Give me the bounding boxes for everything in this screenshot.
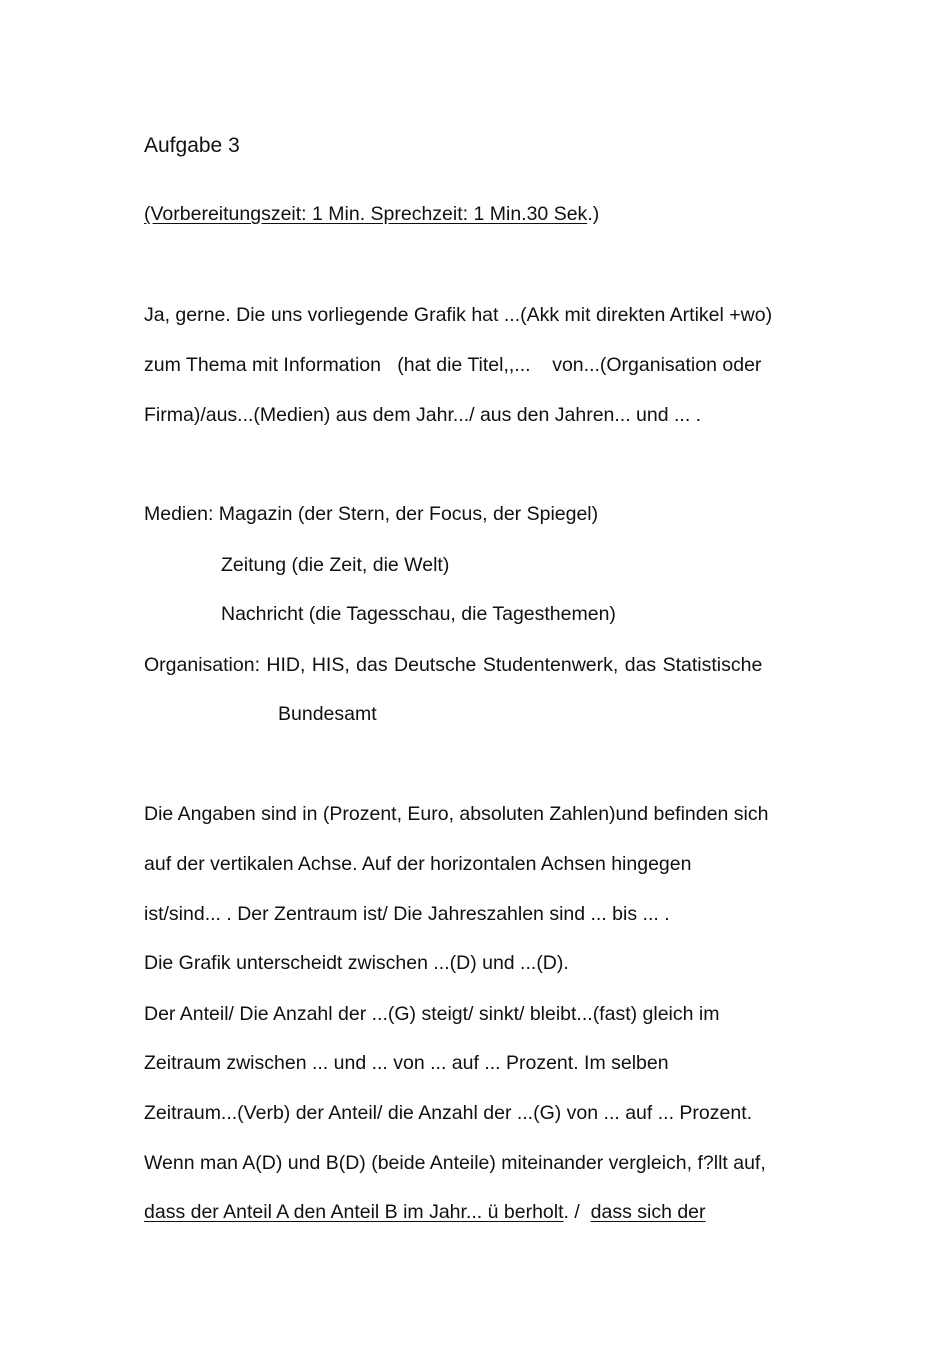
anteil-line-1: Der Anteil/ Die Anzahl der ...(G) steigt/ sinkt/ bleibt...(fast) gleich im — [144, 1003, 720, 1025]
last-underlined-b: dass sich der — [590, 1201, 706, 1223]
unterscheidet-line: Die Grafik unterscheidt zwischen ...(D) und ...(D). — [144, 952, 569, 974]
zeitung-line: Zeitung (die Zeit, die Welt) — [221, 554, 450, 576]
timing-underlined: (Vorbereitungszeit: 1 Min. Sprechzeit: 1 Min.30 Sek — [144, 203, 588, 225]
anteil-line-2: Zeitraum zwischen ... und ... von ... auf ... Prozent. Im selben — [144, 1052, 669, 1074]
zeitraum-line: ist/sind... . Der Zentraum ist/ Die Jahreszahlen sind ... bis ... . — [144, 903, 670, 925]
vergleich-line: Wenn man A(D) und B(D) (beide Anteile) miteinander vergleich, f?llt auf, — [144, 1152, 766, 1174]
last-underlined-a: dass der Anteil A den Anteil B im Jahr... ü berholt — [144, 1201, 564, 1223]
timing-line — [144, 202, 599, 226]
angaben-line: Die Angaben sind in (Prozent, Euro, absoluten Zahlen)und befinden sich — [144, 803, 769, 825]
timing-tail: .) — [587, 203, 600, 225]
achse-line: auf der vertikalen Achse. Auf der horizontalen Achsen hingegen — [144, 853, 692, 875]
page-title: Aufgabe 3 — [144, 134, 240, 157]
medien-line: Medien: Magazin (der Stern, der Focus, der Spiegel) — [144, 503, 599, 525]
intro-line-2: zum Thema mit Information (hat die Titel,,... von...(Organisation oder — [144, 354, 762, 376]
last-middle: . / — [563, 1201, 580, 1223]
intro-line-3: Firma)/aus...(Medien) aus dem Jahr.../ aus den Jahren... und ... . — [144, 404, 702, 426]
organisation-line-1: Organisation: HID, HIS, das Deutsche Studentenwerk, das Statistische — [144, 654, 763, 676]
intro-line-1: Ja, gerne. Die uns vorliegende Grafik hat ...(Akk mit direkten Artikel +wo) — [144, 304, 773, 326]
last-line — [144, 1200, 706, 1224]
anteil-line-3: Zeitraum...(Verb) der Anteil/ die Anzahl der ...(G) von ... auf ... Prozent. — [144, 1102, 753, 1124]
nachricht-line: Nachricht (die Tagesschau, die Tagesthemen) — [221, 603, 616, 625]
organisation-line-2: Bundesamt — [278, 703, 377, 725]
